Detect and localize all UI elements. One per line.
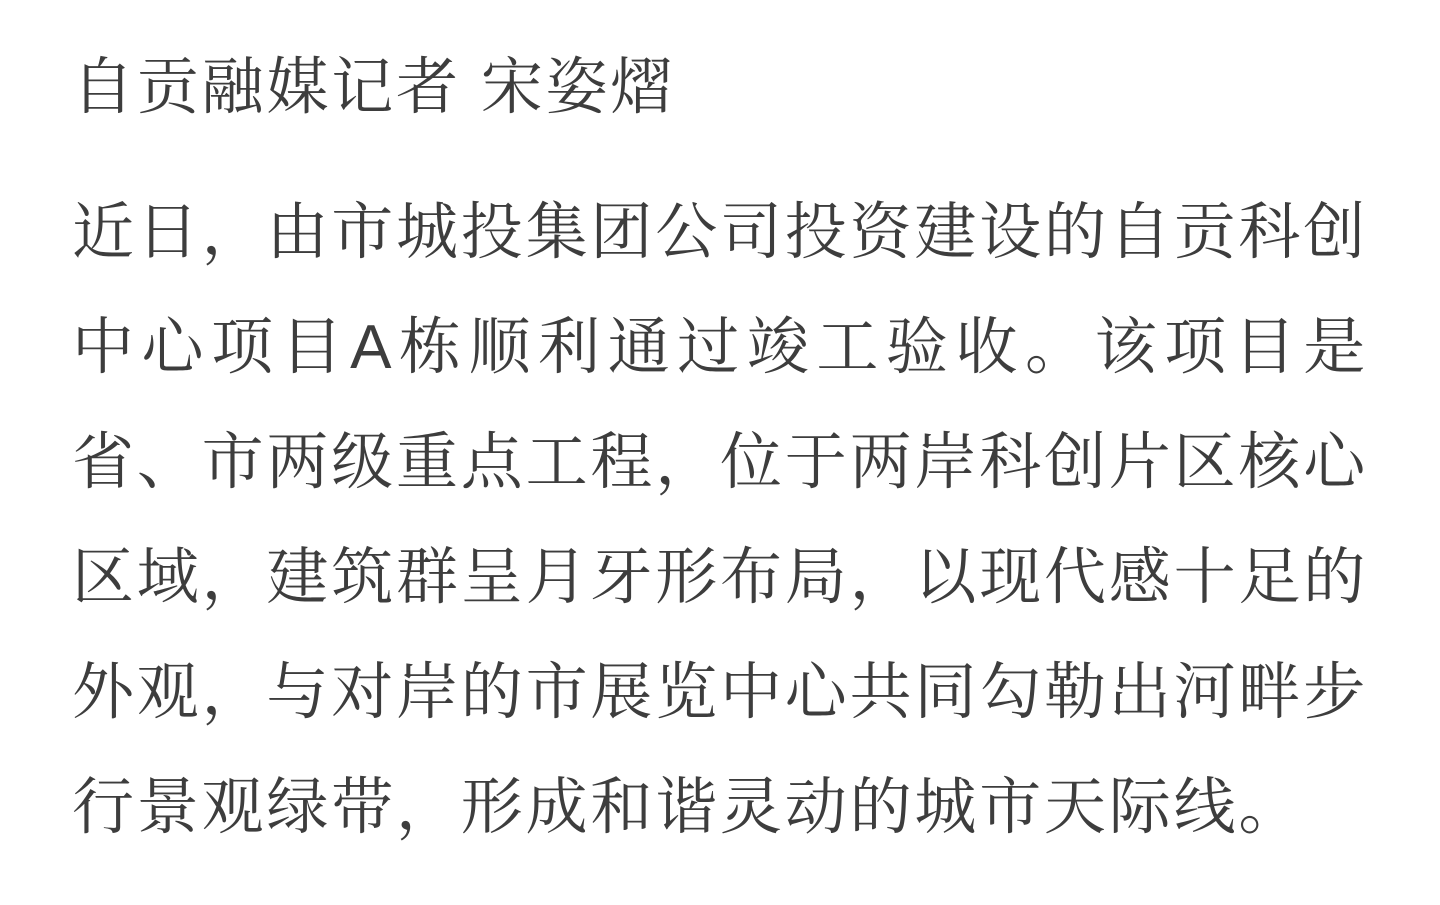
article-byline: 自贡融媒记者 宋姿熠 [72, 53, 676, 122]
article-body [0, 30, 1440, 865]
article-paragraph: 近日，由市城投集团公司投资建设的自贡科创中心项目A栋顺利通过竣工验收。该项目是省、市两级重点工程，位于两岸科创片区核心区域，建筑群呈月牙形布局，以现代感十足的外观，与对岸的市展览中心共同勾勒出河畔步行景观绿带，形成和谐灵动的城市天际线。 [72, 198, 1369, 842]
